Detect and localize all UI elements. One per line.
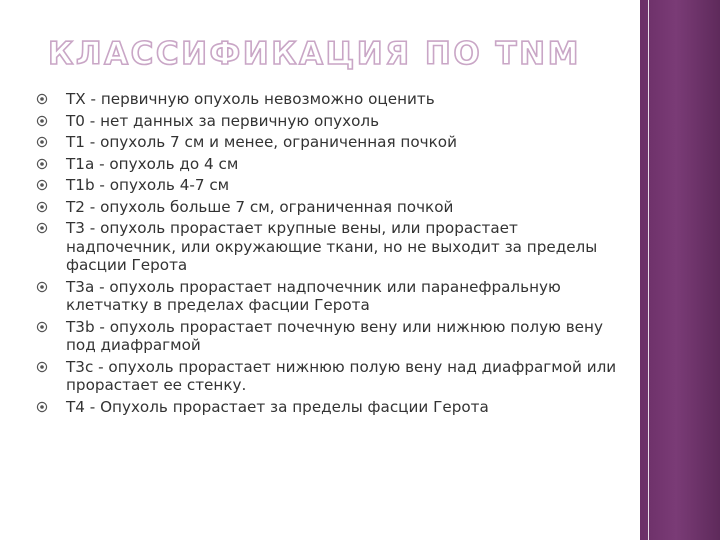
circled-dot-icon — [36, 401, 48, 413]
list-item-text: T3c - опухоль прорастает нижнюю полую вену над диафрагмой или прорастает ее стенку. — [66, 357, 617, 394]
list-item — [36, 112, 632, 131]
list-item-text: T4 - Опухоль прорастает за пределы фасции Герота — [66, 397, 489, 416]
list-item — [36, 133, 632, 152]
list-item-text: T1a - опухоль до 4 см — [66, 154, 239, 173]
list-item — [36, 155, 632, 174]
list-item — [36, 278, 632, 315]
list-item-text: T1b - опухоль 4-7 см — [66, 176, 230, 194]
circled-dot-icon — [36, 222, 48, 234]
circled-dot-icon — [36, 179, 48, 191]
list-item-text: T3 - опухоль прорастает крупные вены, или прорастает надпочечник, или окружающие ткани, но не выходит за пределы фасции Герота — [66, 219, 598, 274]
list-item-text: T1 - опухоль 7 см и менее, ограниченная почкой — [66, 133, 457, 151]
list-item — [36, 90, 632, 109]
side-accent-band — [640, 0, 720, 540]
side-accent-line — [648, 0, 649, 540]
list-item-text: T3b - опухоль прорастает почечную вену или нижнюю полую вену под диафрагмой — [66, 317, 603, 354]
slide-title: КЛАССИФИКАЦИЯ ПО TNM — [48, 36, 581, 72]
list-item — [36, 318, 632, 355]
list-item — [36, 176, 632, 195]
list-item — [36, 398, 632, 417]
circled-dot-icon — [36, 361, 48, 373]
circled-dot-icon — [36, 201, 48, 213]
circled-dot-icon — [36, 158, 48, 170]
circled-dot-icon — [36, 115, 48, 127]
circled-dot-icon — [36, 281, 48, 293]
circled-dot-icon — [36, 136, 48, 148]
list-item — [36, 358, 632, 395]
circled-dot-icon — [36, 321, 48, 333]
list-item-text: T3a - опухоль прорастает надпочечник или паранефральную клетчатку в пределах фасции Герота — [66, 277, 561, 314]
circled-dot-icon — [36, 93, 48, 105]
list-item-text: T2 - опухоль больше 7 см, ограниченная почкой — [66, 197, 454, 216]
list-item — [36, 219, 632, 275]
tnm-list — [36, 90, 632, 419]
list-item — [36, 198, 632, 217]
list-item-text: TX - первичную опухоль невозможно оценить — [66, 90, 435, 108]
list-item-text: T0 - нет данных за первичную опухоль — [66, 111, 380, 130]
